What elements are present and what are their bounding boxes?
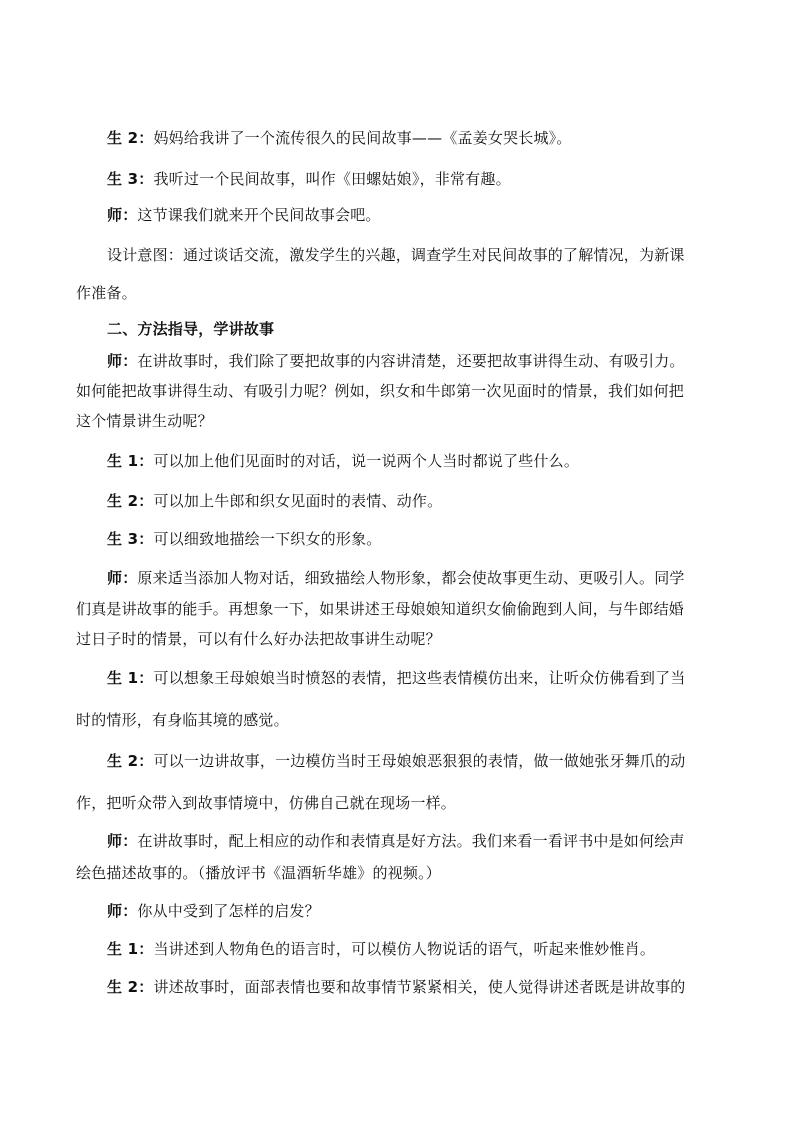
- dialogue-line: [107, 170, 511, 188]
- line-text: 作准备。: [76, 284, 137, 302]
- paragraph-continuation: [76, 412, 213, 430]
- dialogue-line: [107, 352, 685, 370]
- heading-text: 二、方法指导，学讲故事: [107, 320, 275, 338]
- speaker-label: 师：: [107, 832, 138, 850]
- line-text: 在讲故事时，配上相应的动作和表情真是好方法。我们来看一看评书中是如何绘声: [137, 832, 685, 850]
- dialogue-line: [107, 669, 685, 687]
- line-text: 在讲故事时，我们除了要把故事的内容讲清楚，还要把故事讲得生动、有吸引力。: [137, 352, 685, 370]
- line-text: 原来适当添加人物对话，细致描绘人物形象，都会使故事更生动、更吸引人。同学: [137, 569, 685, 587]
- dialogue-line: [107, 832, 685, 850]
- line-text: 讲述故事时，面部表情也要和故事情节紧紧相关，使人觉得讲述者既是讲故事的: [153, 978, 686, 996]
- line-text: 妈妈给我讲了一个流传很久的民间故事——《孟姜女哭长城》。: [153, 129, 572, 147]
- line-text: 们真是讲故事的能手。再想象一下，如果讲述王母娘娘知道织女偷偷跑到人间，与牛郎结婚: [76, 600, 685, 618]
- line-text: 作，把听众带入到故事情境中，仿佛自己就在现场一样。: [76, 794, 457, 812]
- speaker-label: 生 3：: [107, 530, 154, 548]
- dialogue-line: [107, 752, 685, 770]
- dialogue-line: [107, 902, 320, 920]
- line-text: 这个情景讲生动呢？: [76, 412, 213, 430]
- dialogue-line: [107, 452, 579, 470]
- speaker-label: 生 2：: [107, 492, 154, 510]
- speaker-label: 生 2：: [107, 752, 154, 770]
- line-text: 可以一边讲故事，一边模仿当时王母娘娘恶狠狠的表情，做一做她张牙舞爪的动: [153, 752, 686, 770]
- paragraph-continuation: [76, 794, 456, 812]
- paragraph-continuation: [76, 382, 684, 400]
- speaker-label: 师：: [107, 902, 138, 920]
- line-text: 你从中受到了怎样的启发？: [137, 902, 320, 920]
- dialogue-line: [107, 206, 381, 224]
- line-text: 时的情形，有身临其境的感觉。: [76, 711, 289, 729]
- paragraph-continuation: [76, 864, 441, 882]
- line-text: 如何能把故事讲得生动、有吸引力呢？例如，织女和牛郎第一次见面时的情景，我们如何把: [76, 382, 685, 400]
- speaker-label: 师：: [107, 569, 138, 587]
- speaker-label: 师：: [107, 352, 138, 370]
- speaker-label: 生 1：: [107, 940, 154, 958]
- paragraph-continuation: [76, 630, 441, 648]
- dialogue-line: [107, 940, 655, 958]
- section-heading: [107, 320, 274, 338]
- speaker-label: 生 2：: [107, 129, 154, 147]
- line-text: 可以加上牛郎和织女见面时的表情、动作。: [153, 492, 443, 510]
- design-intent-line: [107, 246, 685, 264]
- line-text: 可以想象王母娘娘当时愤怒的表情，把这些表情模仿出来，让听众仿佛看到了当: [153, 669, 686, 687]
- line-text: 我听过一个民间故事，叫作《田螺姑娘》，非常有趣。: [153, 170, 511, 188]
- dialogue-line: [107, 569, 685, 587]
- dialogue-line: [107, 530, 381, 548]
- line-text: 过日子时的情景，可以有什么好办法把故事讲生动呢？: [76, 630, 441, 648]
- dialogue-line: [107, 978, 685, 996]
- dialogue-line: [107, 129, 572, 147]
- speaker-label: 师：: [107, 206, 138, 224]
- line-text: 绘色描述故事的。（播放评书《温酒斩华雄》的视频。）: [76, 864, 442, 882]
- paragraph-continuation: [76, 711, 289, 729]
- line-text: 可以加上他们见面时的对话，说一说两个人当时都说了些什么。: [153, 452, 580, 470]
- speaker-label: 生 1：: [107, 452, 154, 470]
- line-text: 当讲述到人物角色的语言时，可以模仿人物说话的语气，听起来惟妙惟肖。: [153, 940, 656, 958]
- line-text: 可以细致地描绘一下织女的形象。: [153, 530, 382, 548]
- dialogue-line: [107, 492, 442, 510]
- speaker-label: 生 2：: [107, 978, 154, 996]
- paragraph-continuation: [76, 600, 684, 618]
- design-intent-continuation: [76, 284, 137, 302]
- line-text: 这节课我们就来开个民间故事会吧。: [137, 206, 381, 224]
- speaker-label: 生 1：: [107, 669, 154, 687]
- line-text: 设计意图：通过谈话交流，激发学生的兴趣，调查学生对民间故事的了解情况，为新课: [107, 246, 685, 264]
- speaker-label: 生 3：: [107, 170, 154, 188]
